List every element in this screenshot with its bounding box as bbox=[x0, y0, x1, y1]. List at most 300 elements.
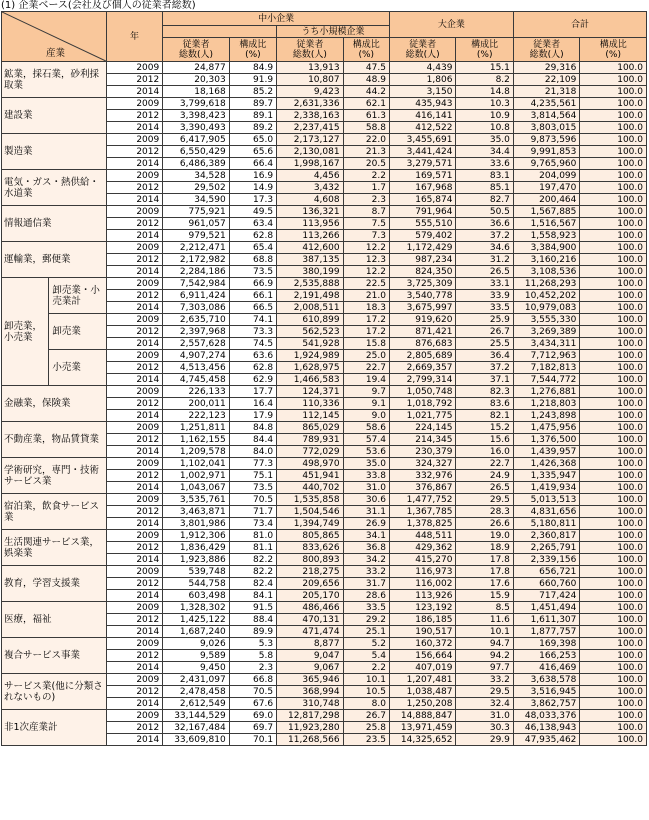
large-share-cell: 8.5 bbox=[456, 602, 513, 614]
year-cell: 2012 bbox=[106, 686, 162, 698]
large-employees-cell: 416,141 bbox=[389, 110, 456, 122]
small-employees-cell: 4,456 bbox=[277, 170, 344, 182]
large-share-cell: 28.3 bbox=[456, 506, 513, 518]
sme-employees-cell: 4,513,456 bbox=[163, 362, 230, 374]
large-employees-cell: 1,806 bbox=[389, 74, 456, 86]
sme-share-cell: 73.3 bbox=[229, 326, 276, 338]
large-employees-cell: 14,888,847 bbox=[389, 710, 456, 722]
year-cell: 2014 bbox=[106, 626, 162, 638]
small-employees-cell: 9,047 bbox=[277, 650, 344, 662]
large-share-cell: 22.7 bbox=[456, 458, 513, 470]
small-share-cell: 25.0 bbox=[343, 350, 389, 362]
sme-employees-cell: 1,102,041 bbox=[163, 458, 230, 470]
sub-industry-label: 小売業 bbox=[49, 350, 106, 386]
small-share-cell: 17.2 bbox=[343, 314, 389, 326]
large-employees-cell: 230,379 bbox=[389, 446, 456, 458]
large-employees-cell: 2,799,314 bbox=[389, 374, 456, 386]
sme-share-cell: 62.8 bbox=[229, 362, 276, 374]
industry-label: 教育，学習支援業 bbox=[2, 566, 107, 602]
year-cell: 2009 bbox=[106, 98, 162, 110]
small-share-cell: 7.5 bbox=[343, 218, 389, 230]
small-share-cell: 2.3 bbox=[343, 194, 389, 206]
small-employees-cell: 1,535,858 bbox=[277, 494, 344, 506]
total-share-cell: 100.0 bbox=[580, 110, 647, 122]
total-employees-cell: 1,558,923 bbox=[513, 230, 580, 242]
sme-share-cell: 81.1 bbox=[229, 542, 276, 554]
sme-employees-cell: 3,398,423 bbox=[163, 110, 230, 122]
small-employees-cell: 1,394,749 bbox=[277, 518, 344, 530]
table-row bbox=[2, 422, 647, 434]
large-share-cell: 33.5 bbox=[456, 302, 513, 314]
total-share-cell: 100.0 bbox=[580, 458, 647, 470]
large-share-cell: 34.4 bbox=[456, 146, 513, 158]
large-share-header-line1: 構成比 bbox=[471, 39, 499, 50]
total-share-cell: 100.0 bbox=[580, 554, 647, 566]
small-share-cell: 5.2 bbox=[343, 638, 389, 650]
year-cell: 2009 bbox=[106, 494, 162, 506]
year-cell: 2012 bbox=[106, 362, 162, 374]
total-share-cell: 100.0 bbox=[580, 254, 647, 266]
sme-employees-cell: 200,011 bbox=[163, 398, 230, 410]
large-employees-cell: 415,270 bbox=[389, 554, 456, 566]
large-employees-cell: 160,372 bbox=[389, 638, 456, 650]
table-row bbox=[2, 170, 647, 182]
sme-share-cell: 89.9 bbox=[229, 626, 276, 638]
sme-share-cell: 84.1 bbox=[229, 590, 276, 602]
small-employees-cell: 471,474 bbox=[277, 626, 344, 638]
sme-share-cell: 91.5 bbox=[229, 602, 276, 614]
industry-label: 金融業，保険業 bbox=[2, 386, 107, 422]
large-share-cell: 11.6 bbox=[456, 614, 513, 626]
large-share-cell: 31.2 bbox=[456, 254, 513, 266]
year-cell: 2009 bbox=[106, 530, 162, 542]
large-share-cell: 37.1 bbox=[456, 374, 513, 386]
table-row bbox=[2, 62, 647, 74]
small-employees-cell: 8,877 bbox=[277, 638, 344, 650]
year-cell: 2009 bbox=[106, 278, 162, 290]
total-share-cell: 100.0 bbox=[580, 530, 647, 542]
large-employees-cell: 1,172,429 bbox=[389, 242, 456, 254]
sme-employees-cell: 6,911,424 bbox=[163, 290, 230, 302]
sme-share-cell: 14.9 bbox=[229, 182, 276, 194]
small-employees-cell: 113,266 bbox=[277, 230, 344, 242]
total-employees-cell: 29,316 bbox=[513, 62, 580, 74]
large-employees-cell: 987,234 bbox=[389, 254, 456, 266]
total-employees-cell: 2,339,156 bbox=[513, 554, 580, 566]
large-share-cell: 18.9 bbox=[456, 542, 513, 554]
large-employees-cell: 14,325,652 bbox=[389, 734, 456, 746]
total-share-cell: 100.0 bbox=[580, 242, 647, 254]
header-large: 大企業 bbox=[389, 12, 513, 38]
sme-employees-cell: 24,877 bbox=[163, 62, 230, 74]
total-share-cell: 100.0 bbox=[580, 482, 647, 494]
total-share-cell: 100.0 bbox=[580, 578, 647, 590]
industry-label: 生活関連サービス業，娯楽業 bbox=[2, 530, 107, 566]
total-share-cell: 100.0 bbox=[580, 434, 647, 446]
large-share-cell: 10.9 bbox=[456, 110, 513, 122]
large-employees-cell: 3,279,571 bbox=[389, 158, 456, 170]
small-employees-cell: 112,145 bbox=[277, 410, 344, 422]
total-share-cell: 100.0 bbox=[580, 686, 647, 698]
sme-employees-cell: 2,635,710 bbox=[163, 314, 230, 326]
total-employees-cell: 3,160,216 bbox=[513, 254, 580, 266]
large-employees-cell: 448,511 bbox=[389, 530, 456, 542]
small-employees-cell: 11,923,280 bbox=[277, 722, 344, 734]
small-employees-cell: 772,029 bbox=[277, 446, 344, 458]
year-cell: 2012 bbox=[106, 182, 162, 194]
small-employees-cell: 3,432 bbox=[277, 182, 344, 194]
total-share-cell: 100.0 bbox=[580, 398, 647, 410]
small-employees-cell: 2,631,336 bbox=[277, 98, 344, 110]
large-share-cell: 29.5 bbox=[456, 686, 513, 698]
small-share-header bbox=[343, 38, 389, 62]
sme-employees-cell: 1,687,240 bbox=[163, 626, 230, 638]
small-employees-cell: 2,008,511 bbox=[277, 302, 344, 314]
large-share-cell: 36.4 bbox=[456, 350, 513, 362]
sme-employees-header-line1: 従業者 bbox=[182, 39, 210, 50]
sme-employees-cell: 20,303 bbox=[163, 74, 230, 86]
table-row bbox=[2, 638, 647, 650]
total-share-cell: 100.0 bbox=[580, 362, 647, 374]
small-share-cell: 1.7 bbox=[343, 182, 389, 194]
small-share-cell: 2.2 bbox=[343, 170, 389, 182]
total-share-cell: 100.0 bbox=[580, 218, 647, 230]
small-share-cell: 25.1 bbox=[343, 626, 389, 638]
total-share-cell: 100.0 bbox=[580, 698, 647, 710]
sme-employees-cell: 29,502 bbox=[163, 182, 230, 194]
total-share-cell: 100.0 bbox=[580, 614, 647, 626]
year-cell: 2012 bbox=[106, 290, 162, 302]
total-share-cell: 100.0 bbox=[580, 602, 647, 614]
large-share-cell: 25.9 bbox=[456, 314, 513, 326]
year-cell: 2009 bbox=[106, 62, 162, 74]
year-cell: 2009 bbox=[106, 638, 162, 650]
year-cell: 2014 bbox=[106, 662, 162, 674]
large-share-cell: 33.1 bbox=[456, 278, 513, 290]
year-cell: 2014 bbox=[106, 158, 162, 170]
year-cell: 2009 bbox=[106, 602, 162, 614]
large-employees-header-line1: 従業者 bbox=[409, 39, 437, 50]
large-share-cell: 16.0 bbox=[456, 446, 513, 458]
sme-share-cell: 66.4 bbox=[229, 158, 276, 170]
sme-share-cell: 73.4 bbox=[229, 518, 276, 530]
header-year: 年 bbox=[106, 12, 162, 62]
total-employees-cell: 1,276,881 bbox=[513, 386, 580, 398]
table-row bbox=[2, 494, 647, 506]
large-share-cell: 83.1 bbox=[456, 170, 513, 182]
year-cell: 2014 bbox=[106, 338, 162, 350]
large-employees-cell: 186,185 bbox=[389, 614, 456, 626]
total-employees-cell: 1,218,803 bbox=[513, 398, 580, 410]
total-share-cell: 100.0 bbox=[580, 626, 647, 638]
sme-share-cell: 81.0 bbox=[229, 530, 276, 542]
small-share-cell: 21.3 bbox=[343, 146, 389, 158]
large-employees-header bbox=[389, 38, 456, 62]
small-share-cell: 19.4 bbox=[343, 374, 389, 386]
sme-share-cell: 5.3 bbox=[229, 638, 276, 650]
total-share-cell: 100.0 bbox=[580, 74, 647, 86]
sme-share-cell: 17.7 bbox=[229, 386, 276, 398]
year-cell: 2012 bbox=[106, 542, 162, 554]
header-industry: 産業 bbox=[46, 48, 66, 59]
small-employees-cell: 368,994 bbox=[277, 686, 344, 698]
small-share-cell: 44.2 bbox=[343, 86, 389, 98]
sme-employees-header-line2: 総数(人) bbox=[178, 49, 213, 60]
total-employees-cell: 166,253 bbox=[513, 650, 580, 662]
small-employees-cell: 1,998,167 bbox=[277, 158, 344, 170]
total-employees-cell: 717,424 bbox=[513, 590, 580, 602]
sme-share-cell: 75.1 bbox=[229, 470, 276, 482]
total-employees-cell: 3,814,564 bbox=[513, 110, 580, 122]
total-employees-cell: 3,108,536 bbox=[513, 266, 580, 278]
small-share-cell: 12.2 bbox=[343, 266, 389, 278]
total-employees-cell: 1,877,757 bbox=[513, 626, 580, 638]
small-employees-cell: 2,535,888 bbox=[277, 278, 344, 290]
large-employees-cell: 3,455,691 bbox=[389, 134, 456, 146]
large-employees-cell: 1,378,825 bbox=[389, 518, 456, 530]
large-share-cell: 94.7 bbox=[456, 638, 513, 650]
large-employees-cell: 412,522 bbox=[389, 122, 456, 134]
large-share-cell: 82.3 bbox=[456, 386, 513, 398]
sme-share-cell: 65.0 bbox=[229, 134, 276, 146]
small-share-cell: 34.2 bbox=[343, 554, 389, 566]
industry-label: 複合サービス事業 bbox=[2, 638, 107, 674]
large-share-cell: 15.2 bbox=[456, 422, 513, 434]
small-employees-cell: 800,893 bbox=[277, 554, 344, 566]
total-share-cell: 100.0 bbox=[580, 326, 647, 338]
year-cell: 2012 bbox=[106, 614, 162, 626]
year-cell: 2014 bbox=[106, 302, 162, 314]
total-share-cell: 100.0 bbox=[580, 734, 647, 746]
small-employees-header-line2: 総数(人) bbox=[292, 49, 327, 60]
year-cell: 2012 bbox=[106, 398, 162, 410]
sme-employees-cell: 3,535,761 bbox=[163, 494, 230, 506]
sme-share-cell: 68.8 bbox=[229, 254, 276, 266]
large-employees-cell: 332,976 bbox=[389, 470, 456, 482]
large-employees-cell: 2,669,357 bbox=[389, 362, 456, 374]
year-cell: 2014 bbox=[106, 590, 162, 602]
large-share-cell: 10.8 bbox=[456, 122, 513, 134]
small-share-cell: 23.5 bbox=[343, 734, 389, 746]
sme-employees-cell: 6,486,389 bbox=[163, 158, 230, 170]
large-share-cell: 35.0 bbox=[456, 134, 513, 146]
sme-employees-cell: 603,498 bbox=[163, 590, 230, 602]
large-employees-cell: 376,867 bbox=[389, 482, 456, 494]
small-share-cell: 10.5 bbox=[343, 686, 389, 698]
year-cell: 2014 bbox=[106, 698, 162, 710]
sme-employees-cell: 1,251,811 bbox=[163, 422, 230, 434]
small-employees-cell: 610,899 bbox=[277, 314, 344, 326]
large-share-cell: 29.9 bbox=[456, 734, 513, 746]
large-employees-cell: 167,968 bbox=[389, 182, 456, 194]
table-row bbox=[2, 242, 647, 254]
total-share-cell: 100.0 bbox=[580, 158, 647, 170]
small-share-cell: 58.6 bbox=[343, 422, 389, 434]
small-employees-cell: 11,268,566 bbox=[277, 734, 344, 746]
sme-employees-cell: 7,303,086 bbox=[163, 302, 230, 314]
sme-employees-cell: 2,212,471 bbox=[163, 242, 230, 254]
year-cell: 2009 bbox=[106, 314, 162, 326]
table-header bbox=[2, 12, 647, 62]
large-employees-cell: 435,943 bbox=[389, 98, 456, 110]
industry-label: 不動産業，物品賃貸業 bbox=[2, 422, 107, 458]
total-share-cell: 100.0 bbox=[580, 506, 647, 518]
sme-share-cell: 73.5 bbox=[229, 266, 276, 278]
total-share-cell: 100.0 bbox=[580, 470, 647, 482]
large-share-cell: 15.9 bbox=[456, 590, 513, 602]
large-share-cell: 17.8 bbox=[456, 554, 513, 566]
large-employees-cell: 113,926 bbox=[389, 590, 456, 602]
large-employees-cell: 165,874 bbox=[389, 194, 456, 206]
sme-share-cell: 85.2 bbox=[229, 86, 276, 98]
small-share-cell: 9.7 bbox=[343, 386, 389, 398]
sme-employees-cell: 9,589 bbox=[163, 650, 230, 662]
small-share-header-line2: (%) bbox=[358, 49, 375, 60]
small-share-cell: 33.8 bbox=[343, 470, 389, 482]
total-share-cell: 100.0 bbox=[580, 170, 647, 182]
sme-share-cell: 69.7 bbox=[229, 722, 276, 734]
small-employees-cell: 209,656 bbox=[277, 578, 344, 590]
total-share-header-line1: 構成比 bbox=[599, 39, 627, 50]
large-share-cell: 85.1 bbox=[456, 182, 513, 194]
sme-employees-cell: 1,002,971 bbox=[163, 470, 230, 482]
sme-share-cell: 63.4 bbox=[229, 218, 276, 230]
large-share-cell: 15.6 bbox=[456, 434, 513, 446]
small-share-cell: 26.9 bbox=[343, 518, 389, 530]
sme-employees-cell: 3,801,986 bbox=[163, 518, 230, 530]
large-employees-cell: 123,192 bbox=[389, 602, 456, 614]
sme-employees-cell: 2,431,097 bbox=[163, 674, 230, 686]
sme-employees-cell: 4,745,458 bbox=[163, 374, 230, 386]
small-employees-cell: 365,946 bbox=[277, 674, 344, 686]
total-share-cell: 100.0 bbox=[580, 674, 647, 686]
small-share-cell: 5.4 bbox=[343, 650, 389, 662]
sme-share-cell: 62.8 bbox=[229, 230, 276, 242]
small-employees-cell: 1,924,989 bbox=[277, 350, 344, 362]
year-cell: 2009 bbox=[106, 170, 162, 182]
total-share-cell: 100.0 bbox=[580, 374, 647, 386]
small-share-header-line1: 構成比 bbox=[352, 39, 380, 50]
small-employees-cell: 13,913 bbox=[277, 62, 344, 74]
large-share-cell: 17.8 bbox=[456, 566, 513, 578]
large-share-cell: 33.9 bbox=[456, 290, 513, 302]
large-share-cell: 30.3 bbox=[456, 722, 513, 734]
total-share-cell: 100.0 bbox=[580, 122, 647, 134]
table-row bbox=[2, 710, 647, 722]
sme-share-cell: 17.3 bbox=[229, 194, 276, 206]
year-cell: 2009 bbox=[106, 134, 162, 146]
small-share-cell: 53.6 bbox=[343, 446, 389, 458]
large-share-cell: 82.7 bbox=[456, 194, 513, 206]
industry-label: 学術研究，専門・技術サービス業 bbox=[2, 458, 107, 494]
small-share-cell: 8.7 bbox=[343, 206, 389, 218]
year-cell: 2014 bbox=[106, 266, 162, 278]
total-share-cell: 100.0 bbox=[580, 314, 647, 326]
total-employees-cell: 2,360,817 bbox=[513, 530, 580, 542]
small-share-cell: 33.2 bbox=[343, 566, 389, 578]
table-row bbox=[2, 350, 647, 362]
industry-label: 宿泊業，飲食サービス業 bbox=[2, 494, 107, 530]
sme-employees-cell: 3,463,871 bbox=[163, 506, 230, 518]
total-share-cell: 100.0 bbox=[580, 230, 647, 242]
small-share-cell: 31.0 bbox=[343, 482, 389, 494]
sme-share-cell: 49.5 bbox=[229, 206, 276, 218]
small-employees-cell: 4,608 bbox=[277, 194, 344, 206]
year-cell: 2014 bbox=[106, 194, 162, 206]
large-share-cell: 37.2 bbox=[456, 230, 513, 242]
total-employees-cell: 204,099 bbox=[513, 170, 580, 182]
sme-share-cell: 70.5 bbox=[229, 494, 276, 506]
large-employees-cell: 1,038,487 bbox=[389, 686, 456, 698]
small-share-cell: 29.2 bbox=[343, 614, 389, 626]
total-employees-cell: 7,544,772 bbox=[513, 374, 580, 386]
large-employees-cell: 13,971,459 bbox=[389, 722, 456, 734]
sme-employees-cell: 544,758 bbox=[163, 578, 230, 590]
small-share-cell: 30.6 bbox=[343, 494, 389, 506]
small-share-cell: 48.9 bbox=[343, 74, 389, 86]
sme-share-cell: 2.3 bbox=[229, 662, 276, 674]
sme-share-cell: 89.1 bbox=[229, 110, 276, 122]
total-employees-header bbox=[513, 38, 580, 62]
total-employees-cell: 46,138,943 bbox=[513, 722, 580, 734]
sme-employees-cell: 1,043,067 bbox=[163, 482, 230, 494]
total-employees-cell: 3,516,945 bbox=[513, 686, 580, 698]
total-share-cell: 100.0 bbox=[580, 86, 647, 98]
small-share-cell: 17.2 bbox=[343, 326, 389, 338]
large-share-cell: 97.7 bbox=[456, 662, 513, 674]
sme-share-header bbox=[229, 38, 276, 62]
small-employees-cell: 1,466,583 bbox=[277, 374, 344, 386]
total-share-cell: 100.0 bbox=[580, 194, 647, 206]
sme-employees-cell: 32,167,484 bbox=[163, 722, 230, 734]
small-share-cell: 22.5 bbox=[343, 278, 389, 290]
year-cell: 2014 bbox=[106, 230, 162, 242]
large-share-cell: 17.6 bbox=[456, 578, 513, 590]
total-share-cell: 100.0 bbox=[580, 302, 647, 314]
total-employees-cell: 3,434,311 bbox=[513, 338, 580, 350]
small-employees-cell: 205,170 bbox=[277, 590, 344, 602]
small-share-cell: 20.5 bbox=[343, 158, 389, 170]
total-share-cell: 100.0 bbox=[580, 182, 647, 194]
sme-share-cell: 84.0 bbox=[229, 446, 276, 458]
large-employees-cell: 324,327 bbox=[389, 458, 456, 470]
small-employees-cell: 440,702 bbox=[277, 482, 344, 494]
sme-employees-cell: 222,123 bbox=[163, 410, 230, 422]
small-share-cell: 7.3 bbox=[343, 230, 389, 242]
total-share-cell: 100.0 bbox=[580, 290, 647, 302]
small-share-cell: 62.1 bbox=[343, 98, 389, 110]
year-cell: 2014 bbox=[106, 374, 162, 386]
large-share-cell: 34.6 bbox=[456, 242, 513, 254]
total-employees-cell: 169,398 bbox=[513, 638, 580, 650]
total-employees-cell: 5,013,513 bbox=[513, 494, 580, 506]
header-corner bbox=[2, 12, 107, 62]
header-small: うち小規模企業 bbox=[277, 26, 390, 38]
sme-share-cell: 70.1 bbox=[229, 734, 276, 746]
total-share-header bbox=[580, 38, 647, 62]
large-share-cell: 37.2 bbox=[456, 362, 513, 374]
total-employees-cell: 7,182,813 bbox=[513, 362, 580, 374]
large-share-cell: 33.6 bbox=[456, 158, 513, 170]
total-employees-cell: 9,873,596 bbox=[513, 134, 580, 146]
total-share-cell: 100.0 bbox=[580, 278, 647, 290]
total-employees-cell: 47,935,462 bbox=[513, 734, 580, 746]
total-employees-cell: 3,638,578 bbox=[513, 674, 580, 686]
year-cell: 2014 bbox=[106, 518, 162, 530]
sme-share-cell: 16.9 bbox=[229, 170, 276, 182]
year-cell: 2012 bbox=[106, 110, 162, 122]
total-employees-cell: 1,451,494 bbox=[513, 602, 580, 614]
